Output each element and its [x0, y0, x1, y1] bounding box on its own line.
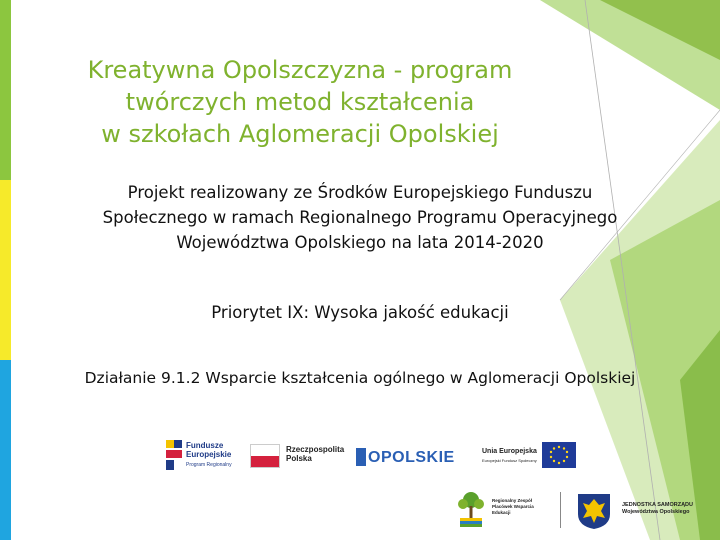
unia-europejska-logo: [478, 440, 578, 470]
rzpwe-line1: Regionalny Zespół: [492, 498, 533, 503]
title-line: w szkołach Aglomeracji Opolskiej: [101, 120, 499, 148]
fundusze-sub: Program Regionalny: [186, 462, 232, 468]
fundusze-line1: Fundusze: [186, 441, 224, 450]
rzpwe-line3: Edukacji: [492, 510, 511, 515]
rzeczpospolita-line2: Polska: [286, 454, 312, 463]
rzeczpospolita-text: [286, 445, 344, 463]
project-description: [40, 180, 680, 255]
title-line: twórczych metod kształcenia: [125, 88, 475, 116]
polish-flag-icon: [250, 444, 280, 468]
title-line: Kreatywna Opolszczyzna - program: [87, 56, 513, 84]
opole-eagle-crest-icon: [574, 490, 614, 530]
rzeczpospolita-polska-logo: [250, 442, 350, 470]
jednostka-line2: Województwa Opolskiego: [622, 509, 690, 515]
logo-divider: [560, 492, 561, 528]
fundusze-europejskie-icon: [166, 440, 184, 472]
jednostka-line1: JEDNOSTKA SAMORZĄDU: [622, 502, 693, 508]
rzeczpospolita-line1: Rzeczpospolita: [286, 445, 345, 454]
rzpwe-logo: [452, 490, 552, 532]
description-line: Projekt realizowany ze Środków Europejskiego Funduszu: [127, 183, 593, 202]
unia-sub: Europejski Fundusz Społeczny: [482, 458, 537, 463]
opolskie-text: OPOLSKIE: [368, 449, 455, 466]
opolskie-mark-icon: [356, 448, 366, 466]
description-line: Społecznego w ramach Regionalnego Programu Operacyjnego: [102, 208, 618, 227]
fundusze-text: [186, 441, 231, 459]
unia-text: Unia Europejska: [482, 448, 537, 455]
opolskie-logo: [356, 446, 456, 470]
description-line: Województwa Opolskiego na lata 2014-2020: [176, 233, 544, 252]
fundusze-line2: Europejskie: [186, 450, 232, 459]
action-text: Działanie 9.1.2 Wsparcie kształcenia ogólnego w Aglomeracji Opolskiej: [84, 369, 636, 387]
tree-books-icon: [454, 490, 488, 530]
rzpwe-line2: Placówek Wsparcia: [492, 504, 534, 509]
jednostka-text: [622, 502, 693, 516]
fundusze-europejskie-logo: [166, 436, 238, 476]
jednostka-samorzadu-logo: [560, 490, 710, 532]
eu-flag-icon: [542, 442, 576, 468]
rzpwe-text: [492, 498, 534, 516]
slide-title: [40, 54, 560, 150]
priority-text: Priorytet IX: Wysoka jakość edukacji: [211, 303, 509, 322]
